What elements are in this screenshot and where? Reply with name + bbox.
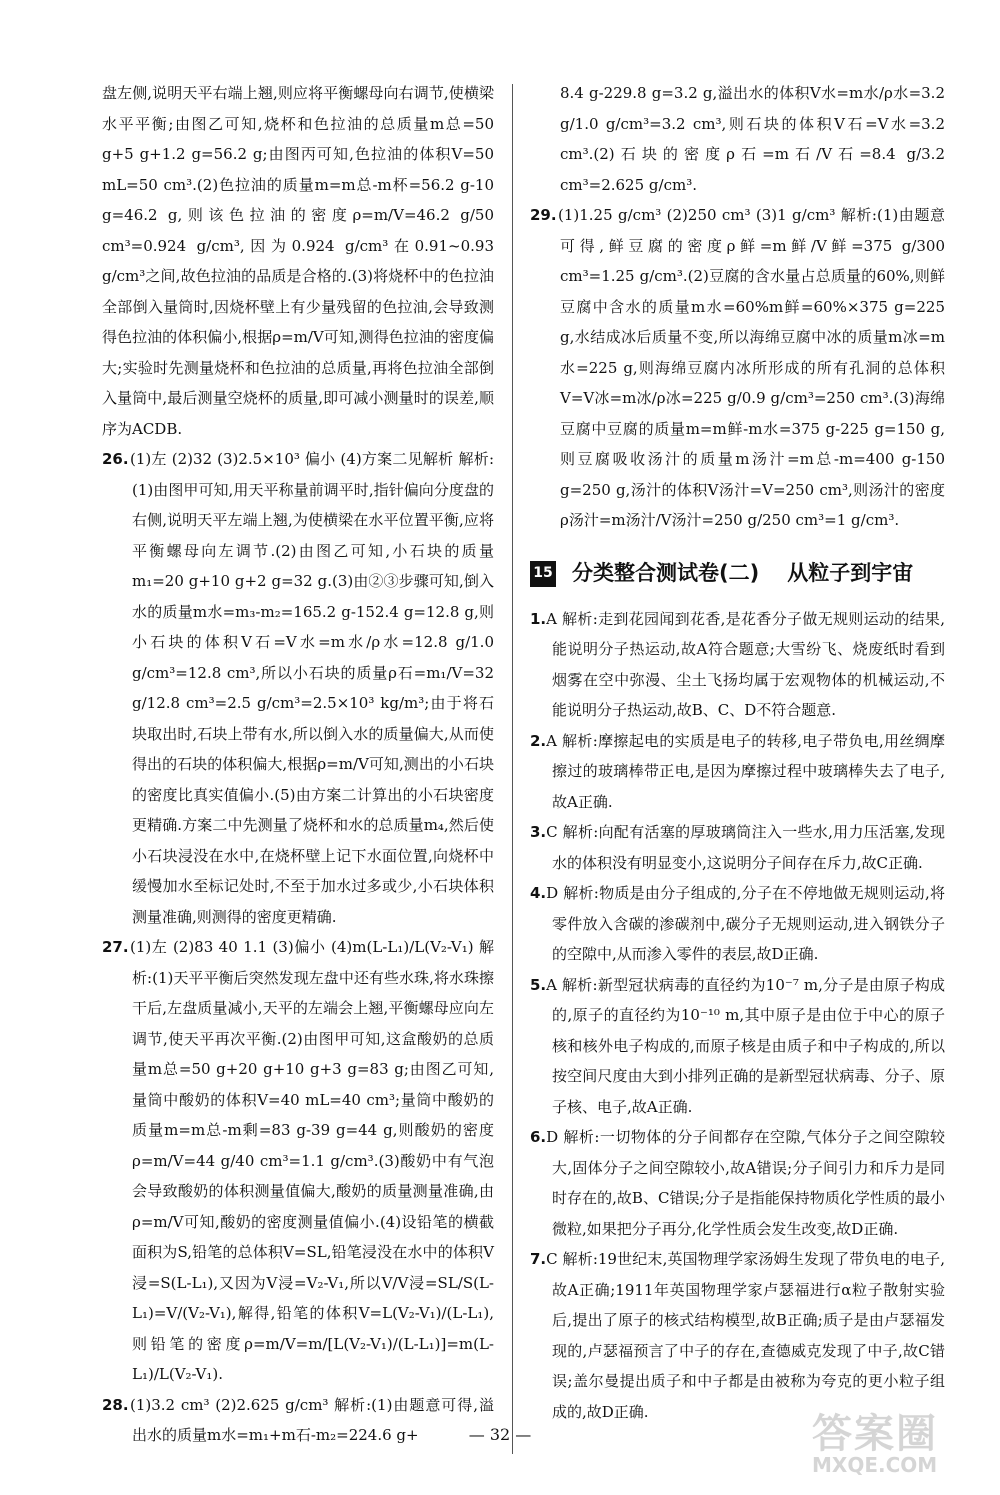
answer-text: (1)左 (2)83 40 1.1 (3)偏小 (4)m(L-L₁)/L(V₂-V₁) 解析:(1)天平平衡后突然发现左盘中还有些水珠,将水珠擦干后,左盘质量减小,天平的左端会上翘,平衡螺母应向左调节,使天平再次平衡.(2)由图甲可知,这盒酸奶的总质量m总=50 g+20 g+10 g+3 g=83 g;由图乙可知,量筒中酸奶的体积V=40 mL=40 cm³;量筒中酸奶的质量m=m总-m剩=83 g-39 g=44 g,则酸奶的密度ρ=m/V=44 g/40 cm³=1.1 g/cm³.(3)酸奶中有气泡会导致酸奶的体积测量值偏大,酸奶的质量测量准确,由ρ=m/V可知,酸奶的密度测量值偏小.(4)设铅笔的横截面积为S,铅笔的总体积V=SL,铅笔浸没在水中的体积V浸=S(L-L₁),又因为V浸=V₂-V₁,所以V/V浸=SL/S(L-L₁)=V/(V₂-V₁),解得,铅笔的体积V=L(V₂-V₁)/(L-L₁),则铅笔的密度ρ=m/V=m/[L(V₂-V₁)/(L-L₁)]=m(L-L₁)/L(V₂-V₁). (130, 938, 494, 1383)
question-number: 29. (530, 206, 557, 224)
column-divider (512, 84, 513, 1454)
item-number: 5. (530, 975, 547, 994)
page-number: — 32 — (468, 1425, 532, 1444)
item-text: C 解析:向配有活塞的厚玻璃筒注入一些水,用力压活塞,发现水的体积没有明显变小,这说明分子间存在斥力,故C正确. (546, 823, 945, 872)
mc-answer-1 (530, 604, 945, 726)
mc-answer-3 (530, 817, 945, 878)
item-number: 4. (530, 884, 547, 902)
item-number: 2. (530, 731, 547, 750)
item-number: 3. (530, 823, 547, 841)
answer-27 (102, 932, 494, 1390)
right-column (530, 78, 945, 1427)
answer-text: (1)3.2 cm³ (2)2.625 g/cm³ 解析:(1)由题意可得,溢出水的质量m水=m₁+m石-m₂=224.6 g+ (130, 1395, 494, 1444)
mc-answer-5 (530, 970, 945, 1123)
watermark-url: MXQE.COM (812, 1453, 938, 1477)
left-column (102, 78, 494, 1451)
mc-answer-4 (530, 878, 945, 970)
watermark-logo-text: 答案圈 (812, 1411, 938, 1457)
item-text: D 解析:物质是由分子组成的,分子在不停地做无规则运动,将零件放入含碳的渗碳剂中,碳分子无规则运动,进入钢铁分子的空隙中,从而渗入零件的表层,故D正确. (546, 884, 945, 963)
item-number: 6. (530, 1128, 547, 1146)
item-number: 7. (530, 1250, 547, 1268)
section-subtitle: 从粒子到宇宙 (787, 561, 914, 586)
mc-answer-2 (530, 726, 945, 818)
item-text: A 解析:新型冠状病毒的直径约为10⁻⁷ m,分子是由原子构成的,原子的直径约为10⁻¹⁰ m,其中原子是由位于中心的原子核和核外电子构成的,而原子核是由质子和中子构成的,所以按空间尺度由大到小排列正确的是新型冠状病毒、分子、原子核、电子,故A正确. (546, 975, 945, 1116)
item-text: C 解析:19世纪末,英国物理学家汤姆生发现了带负电的电子,故A正确;1911年英国物理学家卢瑟福进行α粒子散射实验后,提出了原子的核式结构模型,故B正确;质子是由卢瑟福发现的,卢瑟福预言了中子的存在,查德威克发现了中子,故C错误;盖尔曼提出质子和中子都是由被称为夸克的更小粒子组成的,故D正确. (546, 1250, 945, 1421)
answer-continuation: 盘左侧,说明天平右端上翘,则应将平衡螺母向右调节,使横梁水平平衡;由图乙可知,烧杯和色拉油的总质量m总=50 g+5 g+1.2 g=56.2 g;由图丙可知,色拉油的体积V=50 mL=50 cm³.(2)色拉油的质量m=m总-m杯=56.2 g-10 g=46.2 g,则该色拉油的密度ρ=m/V=46.2 g/50 cm³=0.924 g/cm³,因为0.924 g/cm³在0.91~0.93 g/cm³之间,故色拉油的品质是合格的.(3)将烧杯中的色拉油全部倒入量筒时,因烧杯壁上有少量残留的色拉油,会导致测得色拉油的体积偏小,根据ρ=m/V可知,测得色拉油的密度偏大;实验时先测量烧杯和色拉油的总质量,再将色拉油全部倒入量筒中,最后测量空烧杯的质量,即可减小测量时的误差,顺序为ACDB. (102, 84, 494, 438)
answer-28-continuation: 8.4 g-229.8 g=3.2 g,溢出水的体积V水=m水/ρ水=3.2 g/1.0 g/cm³=3.2 cm³,则石块的体积V石=V水=3.2 cm³.(2)石块的密度ρ石=m石/V石=8.4 g/3.2 cm³=2.625 g/cm³. (560, 84, 945, 194)
item-text: A 解析:摩擦起电的实质是电子的转移,电子带负电,用丝绸摩擦过的玻璃棒带正电,是因为摩擦过程中玻璃棒失去了电子,故A正确. (546, 731, 945, 811)
answer-29 (530, 200, 945, 536)
answer-text: (1)左 (2)32 (3)2.5×10³ 偏小 (4)方案二见解析 解析:(1)由图甲可知,用天平称量前调平时,指针偏向分度盘的右侧,说明天平左端上翘,为使横梁在水平位置平衡,应将平衡螺母向左调节.(2)由图乙可知,小石块的质量m₁=20 g+10 g+2 g=32 g.(3)由②③步骤可知,倒入水的质量m水=m₃-m₂=165.2 g-152.4 g=12.8 g,则小石块的体积V石=V水=m水/ρ水=12.8 g/1.0 g/cm³=12.8 cm³,所以小石块的质量ρ石=m₁/V=32 g/12.8 cm³=2.5 g/cm³=2.5×10³ kg/m³;由于将石块取出时,石块上带有水,所以倒入水的质量偏大,从而使得出的石块的体积偏大,根据ρ=m/V可知,测出的小石块的密度比真实值偏小.(5)由方案二计算出的小石块密度更精确.方案二中先测量了烧杯和水的总质量m₄,然后使小石块浸没在水中,在烧杯壁上记下水面位置,向烧杯中缓慢加水至标记处时,不至于加水过多或少,小石块体积测量准确,则测得的密度更精确. (130, 450, 494, 926)
question-number: 26. (102, 450, 129, 468)
mc-answer-6 (530, 1122, 945, 1244)
section-header (530, 554, 945, 594)
item-text: A 解析:走到花园闻到花香,是花香分子做无规则运动的结果,能说明分子热运动,故A符合题意;大雪纷飞、烧废纸时看到烟雾在空中弥漫、尘土飞扬均属于宏观物体的机械运动,不能说明分子热运动,故B、C、D不符合题意. (546, 609, 945, 719)
item-number: 1. (530, 609, 547, 628)
section-title: 分类整合测试卷(二) (572, 561, 760, 586)
mc-answer-7 (530, 1244, 945, 1427)
answer-text: (1)1.25 g/cm³ (2)250 cm³ (3)1 g/cm³ 解析:(1)由题意可得,鲜豆腐的密度ρ鲜=m鲜/V鲜=375 g/300 cm³=1.25 g/cm³.(2)豆腐的含水量占总质量的60%,则鲜豆腐中含水的质量m水=60%m鲜=60%×375 g=225 g,水结成冰后质量不变,所以海绵豆腐中冰的质量m冰=m水=225 g,则海绵豆腐内冰所形成的所有孔洞的总体积V=V冰=m冰/ρ冰=225 g/0.9 g/cm³=250 cm³.(3)海绵豆腐中豆腐的质量m=m鲜-m水=375 g-225 g=150 g,则豆腐吸收汤汁的质量m汤汁=m总-m=400 g-150 g=250 g,汤汁的体积V汤汁=V=250 cm³,则汤汁的密度ρ汤汁=m汤汁/V汤汁=250 g/250 cm³=1 g/cm³. (558, 206, 945, 529)
item-text: D 解析:一切物体的分子间都存在空隙,气体分子之间空隙较大,固体分子之间空隙较小,故A错误;分子间引力和斥力是同时存在的,故B、C错误;分子是指能保持物质化学性质的最小微粒,如果把分子再分,化学性质会发生改变,故D正确. (546, 1128, 945, 1238)
answer-26 (102, 444, 494, 932)
question-number: 27. (102, 938, 129, 956)
section-number-icon: 15 (530, 561, 556, 587)
question-number: 28. (102, 1395, 129, 1414)
watermark-logo (812, 1402, 972, 1482)
